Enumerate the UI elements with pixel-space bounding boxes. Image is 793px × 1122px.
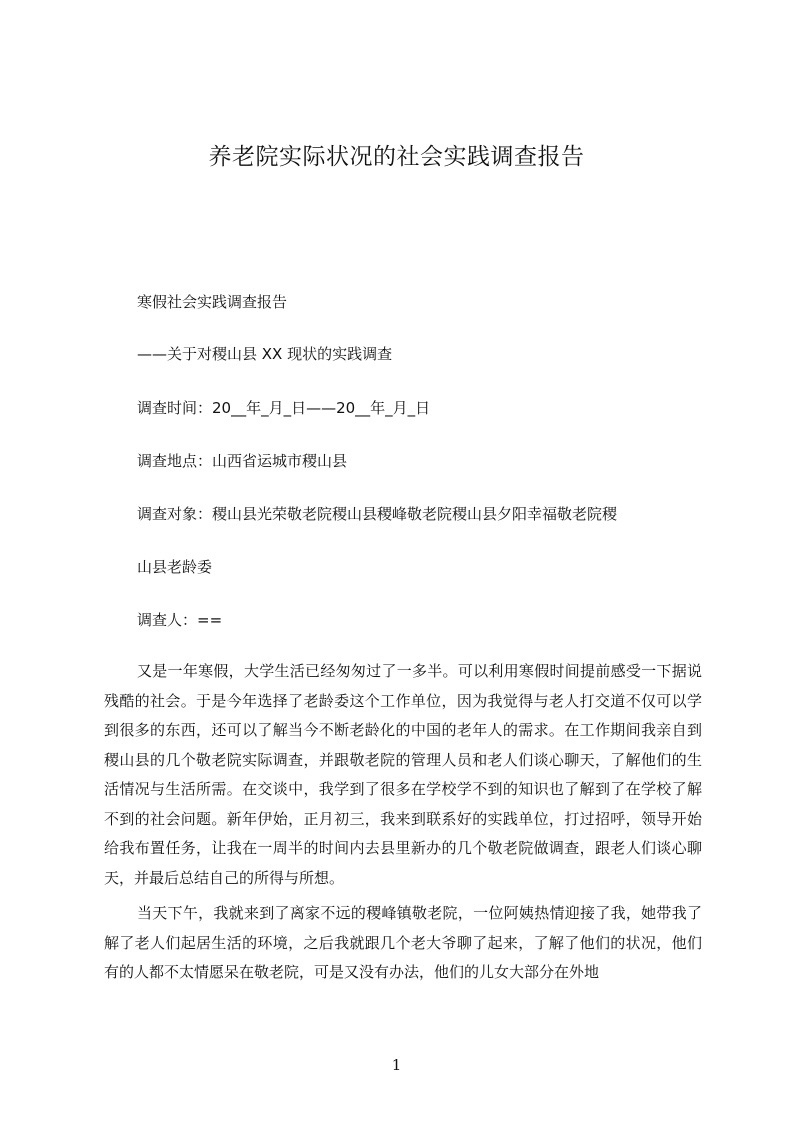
body-paragraph-2: 当天下午，我就来到了离家不远的稷峰镇敬老院，一位阿姨热情迎接了我，她带我了解了老人们起居生活的环境，之后我就跟几个老大爷聊了起来，了解了他们的状况，他们有的人都不太情愿呆在敬老院，可是又没有办法，他们的儿女大部分在外地: [104, 904, 702, 981]
document-title: 养老院实际状况的社会实践调查报告: [208, 144, 585, 170]
survey-subjects: 调查对象：稷山县光荣敬老院稷山县稷峰敬老院稷山县夕阳幸福敬老院稷: [137, 505, 618, 523]
report-subtitle: 寒假社会实践调查报告: [137, 293, 288, 311]
surveyor: 调查人：==: [137, 611, 223, 629]
report-topic: ——关于对稷山县 XX 现状的实践调查: [137, 345, 393, 363]
page-number: 1: [391, 1056, 402, 1074]
survey-time: 调查时间：20__年_月_日——20__年_月_日: [137, 399, 431, 417]
survey-location: 调查地点：山西省运城市稷山县: [137, 452, 348, 470]
body-paragraph-1: 又是一年寒假，大学生活已经匆匆过了一多半。可以利用寒假时间提前感受一下据说残酷的社会。于是今年选择了老龄委这个工作单位，因为我觉得与老人打交道不仅可以学到很多的东西，还可以了解当今不断老龄化的中国的老年人的需求。在工作期间我亲自到稷山县的几个敬老院实际调查，并跟敬老院的管理人员和老人们谈心聊天，了解他们的生活情况与生活所需。在交谈中，我学到了很多在学校学不到的知识也了解到了在学校了解不到的社会问题。新年伊始，正月初三，我来到联系好的实践单位，打过招呼，领导开始给我布置任务，让我在一周半的时间内去县里新办的几个敬老院做调查，跟老人们谈心聊天，并最后总结自己的所得与所想。: [104, 662, 702, 887]
survey-subjects-continued: 山县老龄委: [137, 558, 213, 576]
